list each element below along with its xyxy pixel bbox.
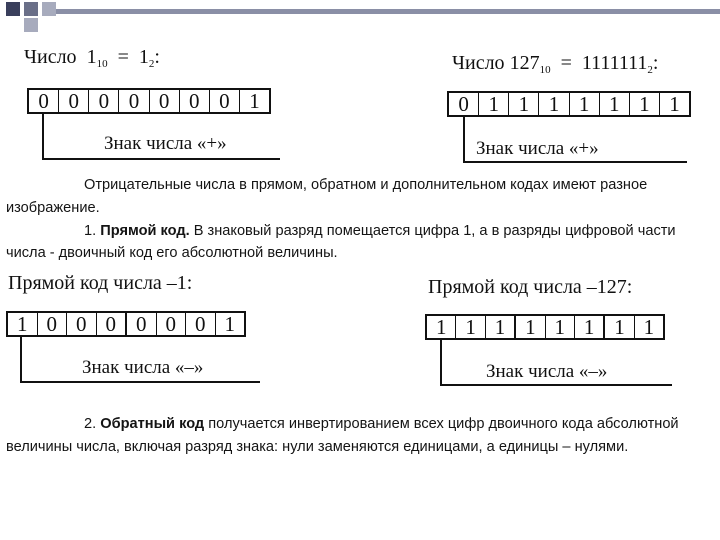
item-number: 2. — [84, 416, 97, 432]
corner-square-mid-2 — [24, 18, 38, 32]
bit-cell: 0 — [66, 313, 96, 335]
paragraph-direct-code — [6, 174, 712, 265]
bit-cell: 1 — [659, 93, 689, 115]
ex2-sign-line-h — [463, 161, 687, 163]
ex4-sign-line-h — [440, 384, 672, 386]
bit-cell: 0 — [125, 313, 156, 335]
bit-cell: 1 — [455, 316, 484, 338]
bit-cell: 1 — [538, 93, 568, 115]
corner-square-dark — [6, 2, 20, 16]
ex4-title: Прямой код числа –127: — [428, 276, 633, 298]
bit-cell: 1 — [545, 316, 574, 338]
ex2-title: Число $127_{10} = 1111111_2$: — [452, 52, 659, 76]
item-text: получается инвертированием всех цифр двоичного кода абсолютной величины числа, включая разряд знака: нули заменяются единицами, а единицы – нулями. — [6, 416, 679, 455]
ex3-sign-line-v — [20, 337, 22, 383]
ex1-sign-line-h — [42, 158, 280, 160]
ex1-sign-label: Знак числа «+» — [104, 133, 227, 154]
item-text: В знаковый разряд помещается цифра 1, а в разряды цифровой части числа - двоичный код его абсолютной величины. — [6, 222, 676, 262]
corner-square-mid — [24, 2, 38, 16]
bit-cell: 1 — [514, 316, 544, 338]
bit-cell: 0 — [37, 313, 67, 335]
bit-cell: 0 — [185, 313, 215, 335]
ex1-bit-grid — [27, 88, 271, 114]
bit-cell: 1 — [239, 90, 269, 112]
corner-square-light — [42, 2, 56, 16]
bit-cell: 1 — [634, 316, 663, 338]
ex3-title: Прямой код числа –1: — [8, 272, 193, 294]
bit-cell: 0 — [458, 92, 469, 116]
bit-cell: 0 — [88, 90, 118, 112]
bit-cell: 1 — [435, 315, 447, 339]
bit-cell: 0 — [209, 90, 239, 112]
bit-cell: 1 — [508, 93, 538, 115]
bit-cell: 1 — [17, 312, 28, 336]
ex4-sign-label: Знак числа «–» — [486, 361, 608, 382]
bit-cell: 1 — [478, 93, 508, 115]
ex4-bit-grid — [425, 314, 665, 340]
bit-cell: 0 — [179, 90, 209, 112]
ex3-bit-grid — [6, 311, 246, 337]
bit-cell: 1 — [215, 313, 245, 335]
bit-cell: 1 — [603, 316, 633, 338]
item-term: Прямой код. — [100, 222, 190, 239]
bit-cell: 1 — [599, 93, 629, 115]
ex4-sign-line-v — [440, 340, 442, 386]
bit-cell: 1 — [574, 316, 603, 338]
header-bar — [56, 9, 720, 14]
bit-cell: 1 — [569, 93, 599, 115]
bit-cell: 0 — [38, 89, 49, 113]
item-number: 1. — [84, 222, 97, 239]
ex3-sign-label: Знак числа «–» — [82, 357, 204, 378]
bit-cell: 1 — [629, 93, 659, 115]
ex2-sign-label: Знак числа «+» — [476, 138, 599, 159]
ex1-title: Число $1_{10} = 1_2$: — [24, 46, 160, 70]
ex3-sign-line-h — [20, 381, 260, 383]
bit-cell: 0 — [156, 313, 186, 335]
ex1-sign-line-v — [42, 114, 44, 160]
ex2-bit-grid — [447, 91, 691, 117]
bit-cell: 1 — [485, 316, 514, 338]
ex2-sign-line-v — [463, 117, 465, 163]
item-term: Обратный код — [100, 416, 205, 432]
intro-text: Отрицательные числа в прямом, обратном и дополнительном кодах имеют разное изображение. — [6, 177, 648, 216]
paragraph-inverse-code — [6, 413, 712, 459]
bit-cell: 0 — [58, 90, 88, 112]
bit-cell: 0 — [96, 313, 126, 335]
bit-cell: 0 — [149, 90, 179, 112]
bit-cell: 0 — [118, 90, 148, 112]
